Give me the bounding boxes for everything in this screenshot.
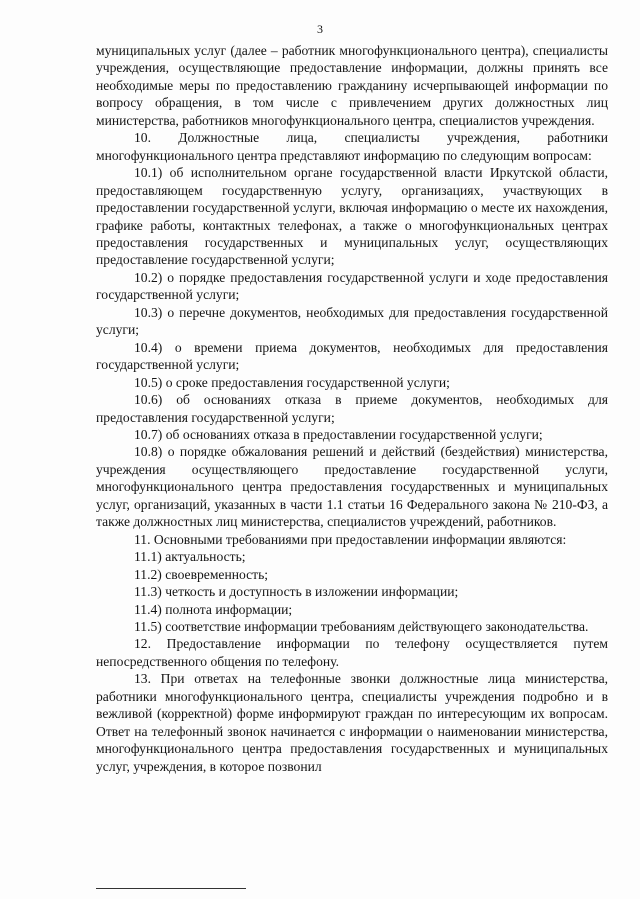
paragraph-10-1: 10.1) об исполнительном органе государственной власти Иркутской области, предоставляющем государственную услугу, организациях, участвующих в предоставлении государственной услуги, включая информацию о месте их нахождения, графике работы, контактных телефонах, а также о многофункциональных центрах предоставления государственных и муниципальных услуг, осуществляющих предоставление государственной услуги; <box>96 165 608 268</box>
paragraph-10: 10. Должностные лица, специалисты учреждения, работники многофункционального центра представляют информацию по следующим вопросам: <box>96 130 608 163</box>
paragraph-10-2: 10.2) о порядке предоставления государственной услуги и ходе предоставления государственной услуги; <box>96 269 608 303</box>
paragraph-12: 12. Предоставление информации по телефону осуществляется путем непосредственного общения по телефону. <box>96 636 608 669</box>
paragraph-11-3: 11.3) четкость и доступность в изложении информации; <box>134 584 459 600</box>
paragraph-10-4: 10.4) о времени приема документов, необходимых для предоставления государственной услуги; <box>96 339 608 373</box>
paragraph-10-3: 10.3) о перечне документов, необходимых для предоставления государственной услуги; <box>96 304 608 338</box>
paragraph-11-5: 11.5) соответствие информации требованиям действующего законодательства. <box>134 618 589 634</box>
paragraph-11-2: 11.2) своевременность; <box>134 566 269 582</box>
paragraph-10-8: 10.8) о порядке обжалования решений и действий (бездействия) министерства, учреждения осуществляющего предоставление государственной услуги, многофункционального центра предоставления государственных и муниципальных услуг, организаций, указанных в части 1.1 статьи 16 Федерального закона № 210-ФЗ, а также должностных лиц министерства, специалистов учреждений, работников. <box>96 444 608 530</box>
paragraph-continuation: муниципальных услуг (далее – работник многофункционального центра), специалисты учреждения, осуществляющие предоставление информации, должны принять все необходимые меры по предоставлению гражданину исчерпывающей информации по вопросу обращения, в том числе с привлечением других должностных лиц министерства, работников многофункционального центра, специалистов учреждения. <box>96 43 608 128</box>
page-number: 3 <box>317 22 323 36</box>
paragraph-11: 11. Основными требованиями при предоставлении информации являются: <box>134 531 567 547</box>
paragraph-10-7: 10.7) об основаниях отказа в предоставлении государственной услуги; <box>134 426 543 442</box>
document-body <box>96 42 608 775</box>
paragraph-10-6: 10.6) об основаниях отказа в приеме документов, необходимых для предоставления государственной услуги; <box>96 392 608 425</box>
paragraph-11-1: 11.1) актуальность; <box>134 549 246 565</box>
footer-divider <box>96 888 246 889</box>
paragraph-10-5: 10.5) о сроке предоставления государственной услуги; <box>134 374 450 390</box>
paragraph-11-4: 11.4) полнота информации; <box>134 601 293 617</box>
paragraph-13: 13. При ответах на телефонные звонки должностные лица министерства, работники многофункционального центра, специалисты учреждения подробно и в вежливой (корректной) форме информируют граждан по интересующим их вопросам. Ответ на телефонный звонок начинается с информации о наименовании министерства, многофункционального центра предоставления государственных и муниципальных услуг, учреждения, в которое позвонил <box>96 671 608 774</box>
